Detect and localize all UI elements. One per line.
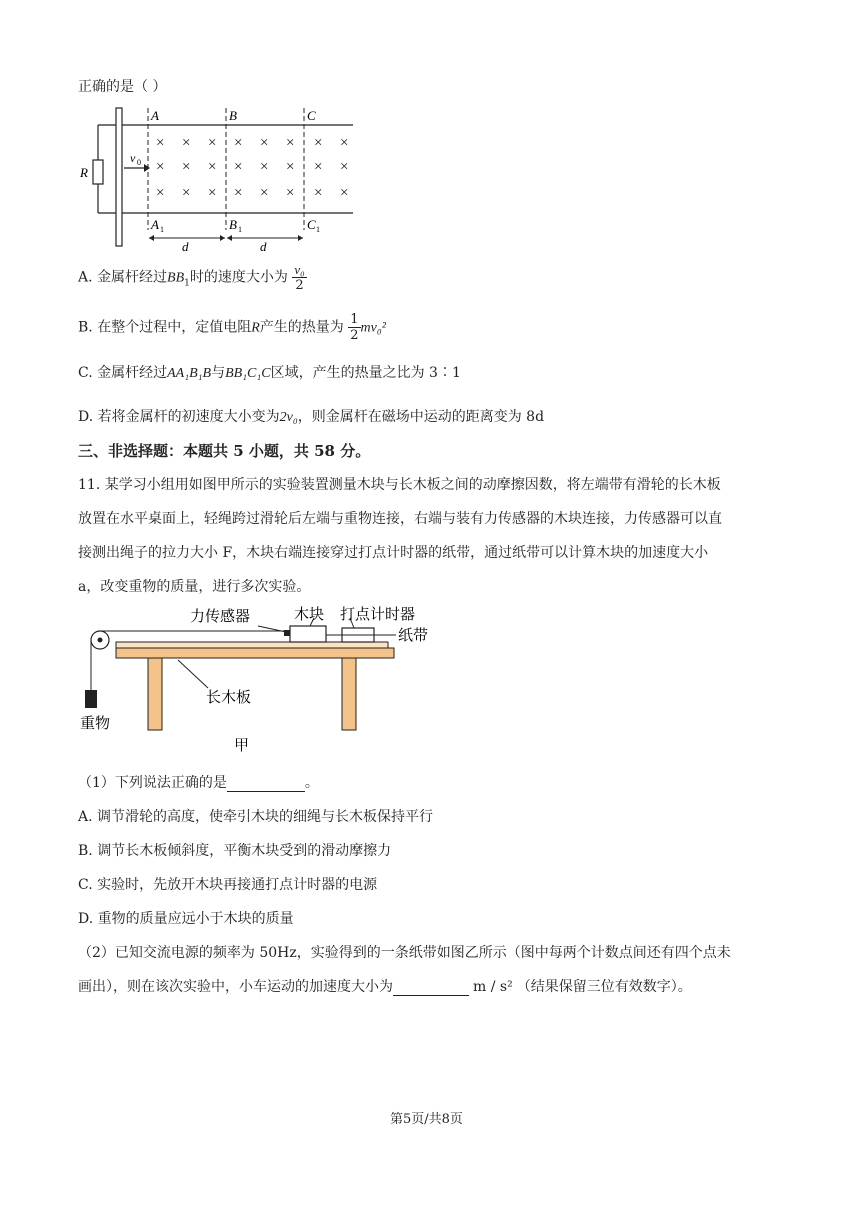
label-weight: 重物: [80, 716, 111, 732]
section-heading: 三、非选择题：本题共 5 小题，共 58 分。: [78, 442, 371, 460]
label-B1: B: [229, 217, 237, 232]
field-cross: ×: [234, 185, 243, 201]
sub1-question: （1）下列说法正确的是 。: [78, 775, 319, 791]
velocity-sub: 0: [137, 158, 141, 167]
distance-label-2: d: [260, 239, 267, 252]
field-cross: ×: [234, 135, 243, 151]
sub1-option-B: B. 调节长木板倾斜度，平衡木块受到的滑动摩擦力: [78, 843, 392, 859]
label-board: 长木板: [206, 690, 252, 706]
svg-text:1: 1: [316, 225, 320, 234]
field-cross: ×: [314, 159, 323, 175]
svg-text:1: 1: [160, 225, 164, 234]
apparatus-figure: [78, 602, 438, 754]
field-cross: ×: [156, 159, 165, 175]
answer-blank-1[interactable]: [227, 775, 305, 792]
sub1-option-C: C. 实验时，先放开木块再接通打点计时器的电源: [78, 877, 378, 893]
distance-label-1: d: [182, 239, 189, 252]
label-C: C: [307, 108, 316, 123]
wood-block: [290, 626, 326, 642]
field-cross: ×: [340, 135, 349, 151]
label-tape: 纸带: [398, 628, 429, 644]
svg-text:1: 1: [238, 225, 242, 234]
weight-block: [85, 690, 97, 708]
figure-caption: 甲: [234, 738, 250, 754]
field-cross: ×: [314, 135, 323, 151]
resistor-label: R: [80, 165, 88, 180]
table-leg-left: [148, 658, 162, 730]
magnetic-field-figure: [78, 100, 378, 252]
sub1-option-D: D. 重物的质量应远小于木块的质量: [78, 911, 294, 927]
field-cross: ×: [286, 185, 295, 201]
field-cross: ×: [340, 159, 349, 175]
sub1-option-A: A. 调节滑轮的高度，使牵引木块的细绳与长木板保持平行: [78, 809, 434, 825]
velocity-label: v: [130, 151, 136, 165]
field-cross: ×: [208, 135, 217, 151]
page-footer: 第5页/共8页: [390, 1112, 463, 1127]
answer-blank-2[interactable]: [393, 979, 469, 996]
resistor-symbol: [93, 160, 103, 184]
intro-text: 正确的是（ ）: [78, 79, 167, 95]
label-A: A: [151, 108, 159, 123]
label-timer: 打点计时器: [340, 607, 416, 623]
field-cross: ×: [208, 159, 217, 175]
label-block: 木块: [294, 607, 325, 623]
field-cross: ×: [182, 159, 191, 175]
force-sensor: [284, 630, 290, 636]
label-C1: C: [307, 217, 316, 232]
field-cross: ×: [340, 185, 349, 201]
sub2-line1: （2）已知交流电源的频率为 50Hz，实验得到的一条纸带如图乙所示（图中每两个计数点间还有四个点未: [78, 945, 731, 961]
field-cross: ×: [182, 135, 191, 151]
label-force-sensor: 力传感器: [190, 609, 251, 625]
q11-line1: 11. 某学习小组用如图甲所示的实验装置测量木块与长木板之间的动摩擦因数，将左端带有滑轮的长木板: [78, 477, 721, 493]
option-D: D. 若将金属杆的初速度大小变为2v₀，则金属杆在磁场中运动的距离变为 8d: [78, 409, 545, 425]
q11-line4: a，改变重物的质量，进行多次实验。: [78, 579, 311, 595]
option-B: B. 在整个过程中，定值电阻R产生的热量为 $\frac{1}{2}$ mv₀²: [78, 312, 386, 343]
field-cross: ×: [286, 159, 295, 175]
table-leg-right: [342, 658, 356, 730]
field-cross: ×: [234, 159, 243, 175]
metal-rod: [116, 108, 122, 246]
field-cross: ×: [156, 135, 165, 151]
q11-line2: 放置在水平桌面上，轻绳跨过滑轮后左端与重物连接，右端与装有力传感器的木块连接，力传感器可以直: [78, 511, 722, 527]
label-A1: A: [151, 217, 159, 232]
field-cross: ×: [314, 185, 323, 201]
field-cross: ×: [208, 185, 217, 201]
sub2-line2: 画出），则在该次实验中，小车运动的加速度大小为 m / s² （结果保留三位有效数字）。: [78, 979, 692, 995]
label-B: B: [229, 108, 237, 123]
field-cross: ×: [260, 159, 269, 175]
field-cross: ×: [286, 135, 295, 151]
field-cross: ×: [156, 185, 165, 201]
field-cross: ×: [182, 185, 191, 201]
option-A: A. 金属杆经过$BB_1$时的速度大小为 $\frac{\text{v₀}}{2}$: [78, 262, 305, 293]
long-board: [116, 648, 394, 658]
q11-line3: 接测出绳子的拉力大小 F，木块右端连接穿过打点计时器的纸带，通过纸带可以计算木块的加速度大小: [78, 545, 709, 561]
field-crosses: [156, 135, 348, 201]
field-cross: ×: [260, 135, 269, 151]
field-cross: ×: [260, 185, 269, 201]
option-C: C. 金属杆经过AA₁B₁B与BB₁C₁C区域，产生的热量之比为 3∶1: [78, 365, 461, 381]
